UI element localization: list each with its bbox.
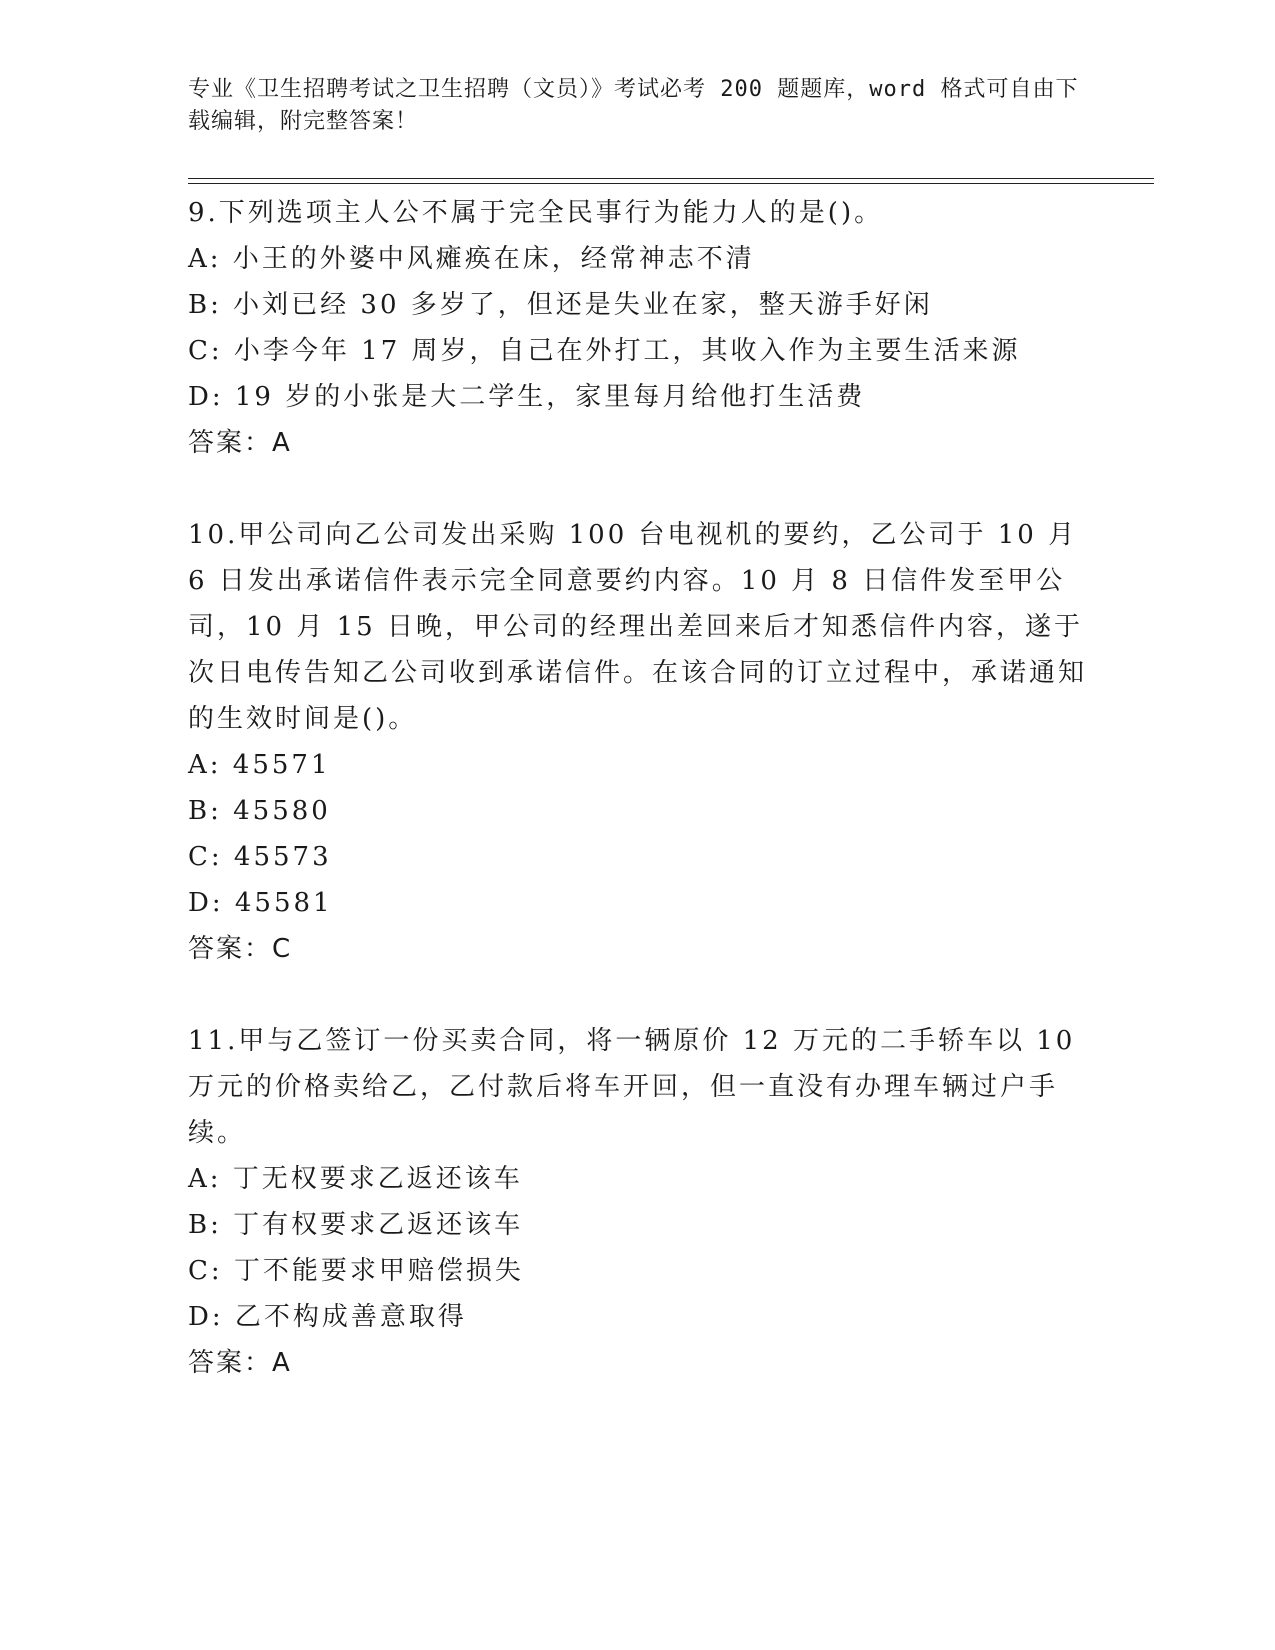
answer-label: 答案：A (188, 1348, 292, 1378)
question-11 (188, 1018, 1088, 1386)
document-header: 专业《卫生招聘考试之卫生招聘（文员）》考试必考 200 题题库，word 格式可自由下载编辑，附完整答案！ (188, 77, 1079, 134)
option-b: B: 小刘已经 30 多岁了，但还是失业在家，整天游手好闲 (188, 290, 933, 320)
answer-label: 答案：C (188, 934, 293, 964)
question-10 (188, 512, 1088, 972)
option-c: C: 丁不能要求甲赔偿损失 (188, 1256, 524, 1286)
option-b: B: 丁有权要求乙返还该车 (188, 1210, 524, 1240)
question-list (188, 190, 1088, 1432)
question-9 (188, 190, 1088, 466)
option-a: A: 45571 (188, 750, 331, 780)
header-divider-bottom (188, 183, 1154, 184)
header-divider-top (188, 178, 1154, 179)
option-a: A: 小王的外婆中风瘫痪在床，经常神志不清 (188, 244, 755, 274)
option-d: D: 19 岁的小张是大二学生，家里每月给他打生活费 (188, 382, 866, 412)
option-d: D: 乙不构成善意取得 (188, 1302, 467, 1332)
answer-label: 答案：A (188, 428, 292, 458)
option-c: C: 45573 (188, 842, 332, 872)
option-d: D: 45581 (188, 888, 333, 918)
option-a: A: 丁无权要求乙返还该车 (188, 1164, 523, 1194)
question-stem: 9.下列选项主人公不属于完全民事行为能力人的是()。 (188, 198, 884, 228)
question-stem: 10.甲公司向乙公司发出采购 100 台电视机的要约，乙公司于 10 月 6 日发出承诺信件表示完全同意要约内容。10 月 8 日信件发至甲公司，10 月 15 日晚，甲公司的经理出差回来后才知悉信件内容，遂于次日电传告知乙公司收到承诺信件。在该合同的订立过程中，承诺通知的生效时间是()。 (188, 520, 1088, 734)
option-c: C: 小李今年 17 周岁，自己在外打工，其收入作为主要生活来源 (188, 336, 1021, 366)
option-b: B: 45580 (188, 796, 331, 826)
question-stem: 11.甲与乙签订一份买卖合同，将一辆原价 12 万元的二手轿车以 10 万元的价格卖给乙，乙付款后将车开回，但一直没有办理车辆过户手续。 (188, 1026, 1076, 1148)
